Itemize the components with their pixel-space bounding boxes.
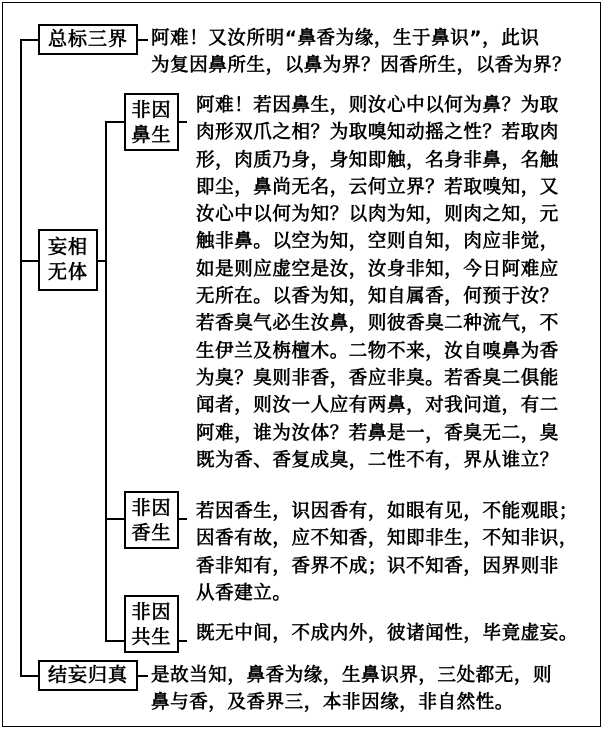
summary-label-box xyxy=(38,24,138,55)
connector-summary xyxy=(20,39,39,41)
text-line: 既无中间，不成内外，彼诸闻性，毕竟虚妄。 xyxy=(196,623,579,644)
text-line: 因香有故，应不知香，知即非生，不知非识， xyxy=(196,528,579,550)
smell-label-line: 非因 xyxy=(131,497,172,519)
text-line: 阿难！又汝所明“鼻香为缘，生于鼻识”，此识 xyxy=(151,28,540,49)
nose-label-line: 非因 xyxy=(131,99,172,121)
text-line: 香非知有，香界不成；识不知香，因界则非 xyxy=(196,555,559,577)
text-line: 阿难，谁为汝体？若鼻是一，香臭无二，臭 xyxy=(196,422,559,444)
connector-refute xyxy=(20,260,39,262)
text-line: 是故当知，鼻香为缘，生鼻识界，三处都无，则 xyxy=(151,665,553,686)
text-line: 肉形双爪之相？为取嗅知动摇之性？若取肉 xyxy=(196,122,559,144)
text-line: 为臭？臭则非香，香应非臭。若香臭二俱能 xyxy=(196,367,559,389)
both-label-line: 非因 xyxy=(131,601,172,623)
refute-label-line: 妄相 xyxy=(47,236,88,258)
text-line: 既为香、香复成臭，二性不有，界从谁立？ xyxy=(196,449,559,471)
conclusion-label-box xyxy=(38,660,138,691)
both-label-line: 共生 xyxy=(131,626,172,648)
smell-text xyxy=(196,498,578,607)
both-label-box xyxy=(124,595,179,653)
conclusion-text xyxy=(151,662,552,717)
refute-label-line: 无体 xyxy=(47,261,88,283)
text-line: 触非鼻。以空为知，空则自知，肉应非觉， xyxy=(196,231,559,253)
text-line: 生伊兰及栴檀木。二物不来，汝自嗅鼻为香 xyxy=(196,340,559,362)
text-line: 即尘，鼻尚无名，云何立界？若取嗅知，又 xyxy=(196,176,559,198)
text-line: 形，肉质乃身，身知即触，名身非鼻，名触 xyxy=(196,149,559,171)
sutra-outline-diagram xyxy=(2,2,601,727)
text-line: 为复因鼻所生，以鼻为界？因香所生，以香为界？ xyxy=(151,55,572,77)
connector-conclusion xyxy=(20,675,39,677)
text-line: 从香建立。 xyxy=(196,582,292,604)
smell-label-box xyxy=(124,491,179,549)
both-text xyxy=(196,620,578,647)
text-line: 汝心中以何为知？以肉为知，则肉之知，元 xyxy=(196,204,559,226)
connector-both xyxy=(105,640,125,642)
smell-label-line: 香生 xyxy=(131,522,172,544)
text-line: 阿难！若因鼻生，则汝心中以何为鼻？为取 xyxy=(196,95,559,116)
connector-smell xyxy=(105,518,125,520)
text-line: 无所在。以香为知，知自属香，何预于汝？ xyxy=(196,286,559,308)
sub-trunk-line xyxy=(105,121,107,640)
text-line: 若因香生，识因香有，如眼有见，不能观眼； xyxy=(196,501,579,522)
text-line: 鼻与香，及香界三，本非因缘，非自然性。 xyxy=(151,692,514,714)
connector-nose xyxy=(105,121,125,123)
text-line: 如是则应虚空是汝，汝身非知，今日阿难应 xyxy=(196,258,559,280)
text-line: 闻者，则汝一人应有两鼻，对我问道，有二 xyxy=(196,395,559,417)
main-trunk-line xyxy=(20,39,22,675)
summary-label: 总标三界 xyxy=(47,28,128,50)
summary-text xyxy=(151,25,571,80)
refute-label-box xyxy=(38,229,98,291)
nose-label-line: 鼻生 xyxy=(131,124,172,146)
nose-label-box xyxy=(124,93,179,151)
conclusion-label: 结妄归真 xyxy=(47,664,128,686)
text-line: 若香臭气必生汝鼻，则彼香臭二种流气，不 xyxy=(196,313,559,335)
nose-text xyxy=(196,92,559,474)
